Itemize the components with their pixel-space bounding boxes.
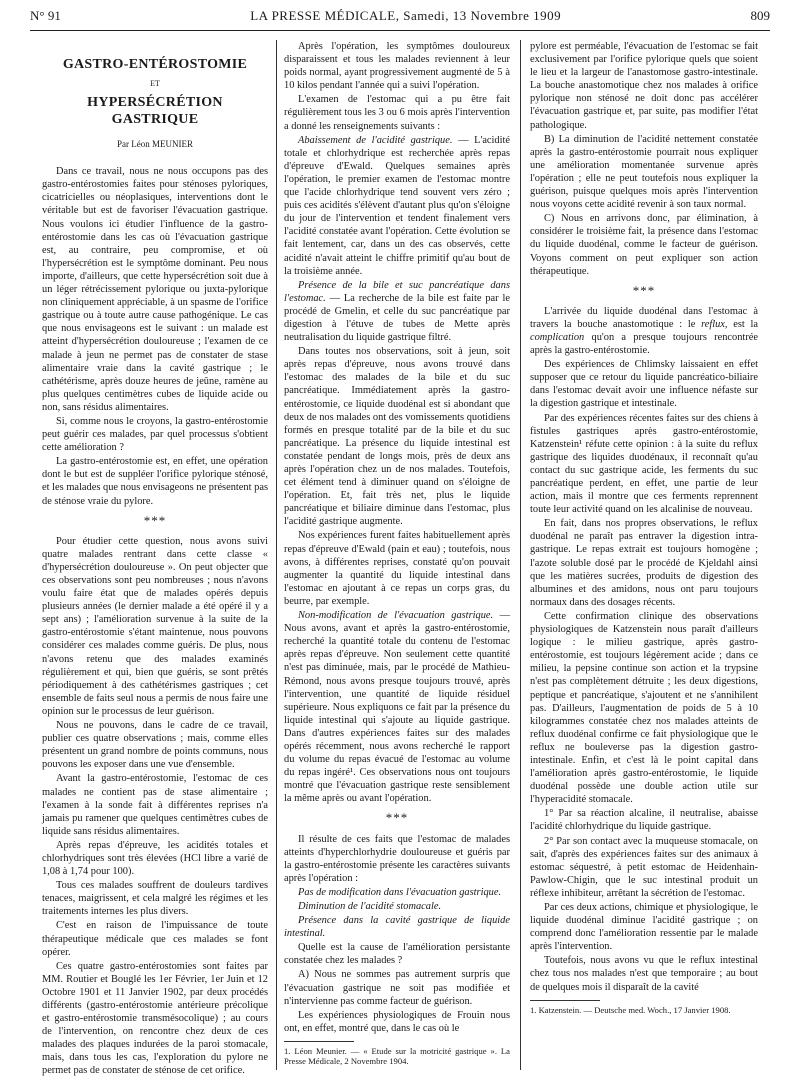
paragraph: Après l'opération, les symptômes douloureux disparaissent et tous les malades reviennent à leur poids normal, ayant progressivement augmenté de 5 à 10 kilos pendant l'année qui a suivi l'opération. bbox=[284, 41, 510, 92]
paragraph: Par des expériences récentes faites sur des chiens à fistules gastriques après gastro-entérostomie, Katzenstein¹ réfute cette opinion : à la suite du reflux gastrique des liquides duodénaux, il reconnaît qu'au contact du suc gastrique acide, les ferments du suc pancréatique perdent, en effet, une partie de leur action, mais il montre que ces ferments reprennent toute leur activité quand on les alcalinise de nouveau. bbox=[530, 412, 758, 516]
journal-title: LA PRESSE MÉDICALE, Samedi, 13 Novembre 1909 bbox=[250, 8, 562, 23]
column-3 bbox=[530, 40, 758, 1070]
paragraph: C'est en raison de l'impuissance de toute thérapeutique médicale que ces malades se font opérer. bbox=[42, 920, 268, 958]
section-text: — La recherche de la bile est faite par le procédé de Gmelin, et celle du suc pancréatique par digestion à l'étuve de tubes de Mette après neutralisation du liquide gastrique filtré. bbox=[284, 292, 510, 344]
footnote: 1. Léon Meunier. — « Etude sur la motricité gastrique ». La Presse Médicale, 2 Novembre 1904. bbox=[284, 1045, 510, 1067]
paragraph: Les expériences physiologiques de Frouin nous ont, en effet, montré que, dans le cas où le bbox=[284, 1009, 510, 1034]
section-heading: Non-modification de l'évacuation gastrique. bbox=[298, 610, 494, 622]
paragraph: Des expériences de Chlimsky laissaient en effet supposer que ce retour du liquide pancréatico-biliaire dans l'estomac devait avoir une influence néfaste sur la digestion gastrique et intestinale. bbox=[530, 359, 758, 410]
page-header bbox=[30, 8, 770, 31]
paragraph: Il résulte de ces faits que l'estomac de malades atteints d'hyperchlorhydrie douloureuse et guéris par la gastro-entérostomie présente les caractères suivants après l'opération : bbox=[284, 833, 510, 884]
paragraph: Pour étudier cette question, nous avons suivi quatre malades rentrant dans cette classe « d'hypersécrétion douloureuse ». On peut objecter que ces observations sont peu nombreuses ; nous n'avons voulu faire état que de malades opérés depuis plusieurs années (le dernier malade a été opéré il y a sept ans) ; l'amélioration survenue à la suite de la gastro-entérostomie s'étant maintenue, nous pouvons considérer ces malades comme guéris. De plus, nous n'avons retenu que des malades examinés régulièrement et qui, bien que guéris, se sont prêtés périodiquement à des cathétérismes gastriques ; cet ensemble de faits seul nous a permis de nous faire une opinion sur le processus de leur guérison. bbox=[42, 535, 268, 717]
text-run: qu'on a presque toujours rencontrée après la gastro-entérostomie. bbox=[530, 331, 758, 357]
summary-item: Diminution de l'acidité stomacale. bbox=[298, 901, 442, 912]
article-author: Par Léon MEUNIER bbox=[117, 139, 193, 150]
article-subtitle: HYPERSÉCRÉTION GASTRIQUE bbox=[87, 95, 223, 128]
paragraph: Par ces deux actions, chimique et physiologique, le liquide duodénal diminue l'acidité gastrique ; on comprend donc l'amélioration ressentie par le malade après l'intervention. bbox=[530, 902, 758, 953]
paragraph: Ces quatre gastro-entérostomies sont faites par MM. Routier et Bouglé les 1er Février, 1er Juin et 12 Octobre 1901 et 11 Janvier 1902, par deux procédés différents (gastro-entérostomie antérieure précolique et gastro-entérostomie transmésocolique) ; au cours de l'intervention, on rencontre chez deux de ces malades des plaques indurées de la paroi stomacale, mais, dans tous les cas, l'exploration du pylore ne permet pas de constater de sténose de cet orifice. bbox=[42, 960, 268, 1077]
paragraph: En fait, dans nos propres observations, le reflux duodénal ne paraît pas entraver la digestion intra-gastrique. Le repas extrait est toujours homogène ; l'azote soluble dosé par le procédé de Kjeldahl ainsi que les matières sucrées, produits de digestion des albumines et des amidons, nous ont paru toujours normaux dans des dosages récents. bbox=[530, 518, 758, 608]
paragraph: Nos expériences furent faites habituellement après repas d'épreuve d'Ewald (pain et eau) ; toutefois, nous avons, à différentes reprises, constaté qu'on pouvait augmenter la quantité du liquide intestinal dans l'estomac en ajoutant à ce repas un corps gras, du beurre, par exemple. bbox=[284, 530, 510, 607]
section-text: — L'acidité totale et chlorhydrique est recherchée après repas d'épreuve d'Ewald. Quelques semaines après l'opération, le premier examen de l'estomac montre que l'acide chlorhydrique tend souvent vers zéro ; puis ces acidités s'élèvent d'autant plus qu'on s'éloigne du jour de l'intervention et tendent finalement vers l'acidité constatée avant l'opération. Cette évolution se fait lentement, car, dans un des cas observés, cette acidité n'avait atteint le chiffre primitif qu'au bout de la troisième année. bbox=[284, 134, 511, 277]
emphasis: reflux bbox=[701, 318, 725, 330]
paragraph: Dans ce travail, nous ne nous occupons pas des gastro-entérostomies faites pour sténoses pyloriques, cicatricielles ou néoplasiques, interventions dont le véritable but est de favoriser l'évacuation gastrique. Nous voulons ici étudier l'influence de la gastro-entérostomie dans les cas où l'évacuation gastrique est, au contraire, peu compromise, et où l'hypersécrétion est le symptôme dominant. Peu nous importe, d'ailleurs, que cette hypersécrétion soit due à un léger rétrécissement pylorique ou juxta-pylorique non cliniquement appréciable, à un spasme de l'orifice gastrique ou à toute autre cause pathogénique. Le cas que nous envisageons est le suivant : un malade est atteint d'hypersécrétion douloureuse ; l'examen de ce malade à jeun ne permet pas de constater de stase alimentaire vraie dans la cavité gastrique ; le cathétérisme, après douze heures de jeûne, ramène au plus quelques centimètres cubes de liquide acide ou non, sans résidus alimentaires. bbox=[42, 166, 268, 413]
section-separator: *** bbox=[632, 282, 656, 298]
paragraph: Dans toutes nos observations, soit à jeun, soit après repas d'épreuve, nous avons trouvé dans l'estomac des malades de la bile et du suc pancréatique. Immédiatement après la gastro-entérostomie, ce liquide duodénal est si abondant que deux de nos malades ont des vomissements quotidiens formés en presque totalité par de la bile et du suc pancréatique. La présence du liquide intestinal est constatée pendant de longs mois, près de deux ans après l'opération chez un de nos malades. Toutefois, cet élément tend à diminuer quand on s'éloigne de l'opération. Et, fait très net, plus le liquide pancréatique et biliaire diminue dans l'estomac, plus l'acidité gastrique augmente. bbox=[284, 346, 510, 528]
paragraph: C) Nous en arrivons donc, par élimination, à considérer le troisième fait, la présence dans l'estomac du liquide duodénal, comme le facteur de guérison. Voyons comment on peut expliquer son action thérapeutique. bbox=[530, 213, 758, 277]
page-number: 809 bbox=[750, 8, 770, 23]
paragraph: Cette confirmation clinique des observations physiologiques de Katzenstein nous paraît d'ailleurs logique : le milieu gastrique, après gastro-entérostomie, est toujours légèrement acide ; dans ce milieu, la pepsine continue son action et la trypsine n'est pas complètement détruite ; les deux digestions, peptique et pancréatique, s'ajoutent et ne s'annihilent pas. D'ailleurs, l'augmentation de poids de 5 à 10 kilogrammes constatée chez nos malades atteints de reflux duodénal confirme ce fait physiologique que le reflux ne bouleverse pas la digestion gastro-intestinale. Enfin, et c'est là le point capital dans l'amélioration après gastro-entérostomie, le liquide duodénal possède une double action utile sur l'hyperacidité stomacale. bbox=[530, 610, 758, 806]
paragraph bbox=[530, 305, 758, 357]
section-text: — Nous avons, avant et après la gastro-entérostomie, recherché la quantité totale du contenu de l'estomac après repas d'épreuve. Non seulement cette quantité n'est pas diminuée, mais, par le procédé de Mathieu-Rémond, nous avons presque toujours trouvé, après l'intervention, une quantité de liquide résiduel supérieure. Nous expliquons ce fait par la présence du liquide intestinal qui s'ajoute au liquide gastrique. Dans d'autres expériences faites sur des malades opérés récemment, nous avons recherché le rapport du volume du repas évacué de l'estomac au volume du repas ingéré¹. Ces observations nous ont toujours montré que l'évacuation gastrique reste sensiblement la même après ou avant l'opération. bbox=[284, 610, 510, 805]
footnote-rule bbox=[530, 1000, 600, 1001]
summary-item: Présence dans la cavité gastrique de liquide intestinal. bbox=[284, 915, 510, 940]
column-divider bbox=[276, 40, 277, 1070]
paragraph: Toutefois, nous avons vu que le reflux intestinal chez tous nos malades n'est que temporaire ; au bout de quelques mois il disparaît de la cavité bbox=[530, 955, 758, 993]
column-1 bbox=[42, 40, 268, 1077]
paragraph bbox=[284, 134, 510, 278]
summary-item: Pas de modification dans l'évacuation gastrique. bbox=[298, 886, 502, 898]
paragraph: Avant la gastro-entérostomie, l'estomac de ces malades ne contient pas de stase alimentaire ; l'examen à la sonde fait à différentes reprises n'a jamais pu ramener que quelques centimètres cubes de liquide sans résidus alimentaires. bbox=[42, 773, 268, 837]
section-separator: *** bbox=[143, 512, 167, 528]
paragraph: B) La diminution de l'acidité nettement constatée après la gastro-entérostomie pourrait nous expliquer une amélioration momentanée survenue après l'opération ; elle ne peut toutefois nous expliquer la guérison, puisque quelques mois après l'intervention nous voyons cette acidité revenir à son taux normal. bbox=[530, 133, 758, 211]
paragraph: Tous ces malades souffrent de douleurs tardives tenaces, maigrissent, et cela malgré les régimes et les traitements internes les plus divers. bbox=[42, 880, 268, 918]
issue-number: N° 91 bbox=[30, 8, 61, 23]
text-run: , est la bbox=[724, 318, 758, 330]
section-heading: Présence de la bile et suc pancréatique dans l'estomac. bbox=[284, 279, 510, 304]
paragraph bbox=[284, 609, 510, 805]
paragraph: Si, comme nous le croyons, la gastro-entérostomie peut guérir ces malades, par quel processus s'obtient cette amélioration ? bbox=[42, 415, 268, 454]
text-run: L'arrivée du liquide duodénal dans l'estomac à travers la bouche anastomotique : le bbox=[530, 305, 758, 330]
paragraph bbox=[284, 279, 510, 344]
paragraph: Après repas d'épreuve, les acidités totales et chlorhydriques sont très élevées (HCl libre a varié de 1,08 à 1,74 pour 100). bbox=[42, 839, 268, 878]
paragraph: L'examen de l'estomac qui a pu être fait régulièrement tous les 3 ou 6 mois après l'intervention a donné les renseignements suivants : bbox=[284, 94, 510, 132]
paragraph: 2° Par son contact avec la muqueuse stomacale, on sait, d'après des expériences faites sur des animaux à estomac séquestré, à petit estomac de Heidenhain-Pawlow-Chigin, que le suc intestinal produit un réflexe inhibiteur, arrêtant la sécrétion de l'estomac. bbox=[530, 835, 758, 899]
paragraph: Quelle est la cause de l'amélioration persistante constatée chez les malades ? bbox=[284, 942, 510, 967]
column-2 bbox=[284, 40, 510, 1070]
paragraph: A) Nous ne sommes pas autrement surpris que l'évacuation gastrique ne soit pas modifiée et n'intervienne pas comme facteur de guérison. bbox=[284, 969, 510, 1007]
paragraph: 1° Par sa réaction alcaline, il neutralise, abaisse l'acidité chlorhydrique du liquide gastrique. bbox=[530, 808, 758, 833]
column-divider bbox=[520, 40, 521, 1070]
article-title: GASTRO-ENTÉROSTOMIE bbox=[62, 57, 248, 72]
section-separator: *** bbox=[385, 810, 409, 826]
paragraph: La gastro-entérostomie est, en effet, une opération dont le but est de suppléer l'orifice pylorique sténosé, et les malades que nous envisageons ne présentent pas de sténose vraie du pylore. bbox=[42, 456, 268, 507]
footnote-rule bbox=[284, 1041, 354, 1042]
paragraph: Nous ne pouvons, dans le cadre de ce travail, publier ces quatre observations ; mais, comme elles présentent un grand nombre de points communs, nous pouvons les exposer dans une vue d'ensemble. bbox=[42, 720, 268, 771]
emphasis: complication bbox=[530, 331, 585, 343]
article-title-conjunction: ET bbox=[150, 79, 160, 88]
section-heading: Abaissement de l'acidité gastrique. bbox=[298, 134, 453, 146]
footnote: 1. Katzenstein. — Deutsche med. Woch., 17 Janvier 1908. bbox=[530, 1004, 731, 1015]
paragraph: pylore est perméable, l'évacuation de l'estomac se fait exclusivement par l'orifice pylorique quels que soient le lieu et la largeur de l'anastomose gastro-intestinale. La bouche anastomotique chez nos malades à orifice pylorique non sténosé ne doit donc pas accélérer l'évacuation gastrique et, par suite, pas modifier l'état pathologique. bbox=[530, 41, 758, 131]
